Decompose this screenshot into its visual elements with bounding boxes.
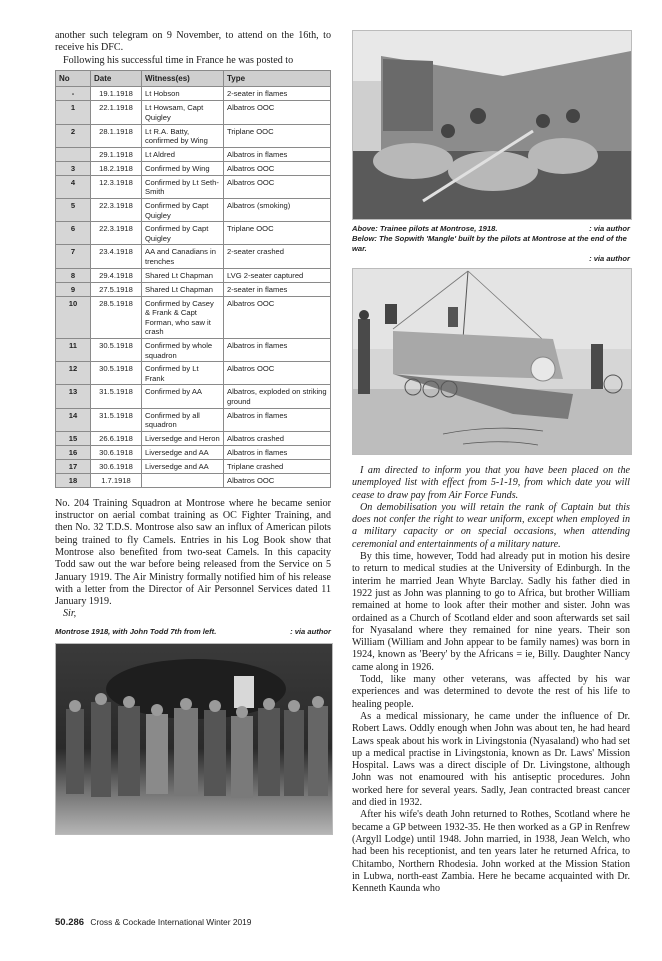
cell-no: 14: [56, 408, 91, 431]
cell-date: 30.5.1918: [91, 362, 142, 385]
table-row: [56, 431, 331, 445]
sopwith-mangle-image: [353, 269, 631, 454]
cell-date: 12.3.1918: [91, 175, 142, 198]
table-row: [56, 222, 331, 245]
body-paragraph: Todd, like many other veterans, was affected by his war experiences and was determined to devote the rest of his life to healing people.: [352, 674, 630, 710]
letter-paragraph: On demobilisation you will retain the rank of Captain but this does not confer the right to wear uniform, except when employed in a military capacity or on special occasions, when attending ceremonial and entertainments of a military nature.: [352, 501, 630, 550]
table-body: [56, 87, 331, 487]
cell-no: 15: [56, 431, 91, 445]
cell-type: Triplane crashed: [224, 459, 331, 473]
cell-no: 13: [56, 385, 91, 408]
letter-salutation: Sir,: [63, 608, 77, 620]
table-row: [56, 199, 331, 222]
cell-witness: Confirmed by all squadron: [142, 408, 224, 431]
table-row: [56, 175, 331, 198]
table-row: [56, 147, 331, 161]
photo-caption: [55, 627, 331, 637]
table-row: [56, 161, 331, 175]
cell-date: 29.4.1918: [91, 268, 142, 282]
cell-type: Albatros in flames: [224, 445, 331, 459]
cell-no: 7: [56, 245, 91, 268]
intro-paragraph: another such telegram on 9 November, to attend on the 16th, to receive his DFC.: [55, 30, 331, 54]
cell-type: 2-seater in flames: [224, 282, 331, 296]
cell-witness: Confirmed by Capt Quigley: [142, 199, 224, 222]
page-footer: [55, 917, 251, 928]
table-row: [56, 459, 331, 473]
cell-type: Triplane OOC: [224, 124, 331, 147]
cell-witness: Confirmed by Wing: [142, 161, 224, 175]
cell-date: 23.4.1918: [91, 245, 142, 268]
cell-no: 18: [56, 473, 91, 487]
cell-no: 2: [56, 124, 91, 147]
cell-no: -: [56, 87, 91, 101]
table-row: [56, 338, 331, 361]
cell-date: 28.1.1918: [91, 124, 142, 147]
table-row: [56, 124, 331, 147]
cell-no: 10: [56, 296, 91, 338]
cell-no: 8: [56, 268, 91, 282]
table-row: [56, 282, 331, 296]
table-row: [56, 473, 331, 487]
cell-type: Albatros OOC: [224, 362, 331, 385]
header-no: No: [56, 70, 91, 87]
table-header-row: [56, 70, 331, 87]
table-row: [56, 385, 331, 408]
cell-witness: Liversedge and Heron: [142, 431, 224, 445]
cell-type: 2-seater in flames: [224, 87, 331, 101]
cell-type: Albatros OOC: [224, 161, 331, 175]
cell-date: 1.7.1918: [91, 473, 142, 487]
cell-no: 6: [56, 222, 91, 245]
cell-date: 19.1.1918: [91, 87, 142, 101]
body-paragraph: By this time, however, Todd had already put in motion his desire to return to medical studies at the University of Edinburgh. In the interim he married Jean Whyte Barclay. Sadly his father died in 1922 just as John was planning to go to Africa, but brother William remained at home to look after their mother and sister. John was ordained as a Church of Scotland elder and soon afterwards set sail for Nyasaland where they remained for nine years. Their son William (William and John appear to be family names) was born in 1924, known as 'Beery' by the Africans = ie, Billy. Daughter Nancy came along in 1926.: [352, 551, 630, 673]
cell-no: 17: [56, 459, 91, 473]
cell-date: 22.3.1918: [91, 222, 142, 245]
body-paragraph: As a medical missionary, he came under the influence of Dr. Robert Laws. Oddly enough when John was about ten, he had heard Laws speak about his work in Livingstonia (Nyasaland) who had set up a medical practise in Livingstonia, known as Dr. Laws' Mission Hospital. Laws was a direct disciple of Dr. Livingstone, although John was not enamoured with his antiseptic procedures. John worked here for several years. Sadly, Jean contracted breast cancer and died in 1932.: [352, 710, 630, 809]
publication-name: Cross & Cockade International Winter 2019: [90, 917, 252, 927]
cell-date: 29.1.1918: [91, 147, 142, 161]
caption-above-text: Above: Trainee pilots at Montrose, 1918.: [352, 224, 498, 233]
cell-no: 3: [56, 161, 91, 175]
cell-witness: AA and Canadians in trenches: [142, 245, 224, 268]
cell-no: 1: [56, 101, 91, 124]
cell-witness: Liversedge and AA: [142, 445, 224, 459]
cell-date: 27.5.1918: [91, 282, 142, 296]
cell-witness: Liversedge and AA: [142, 459, 224, 473]
cell-date: 30.5.1918: [91, 338, 142, 361]
cell-type: LVG 2-seater captured: [224, 268, 331, 282]
cell-no: [56, 147, 91, 161]
cell-witness: Lt R.A. Batty, confirmed by Wing: [142, 124, 224, 147]
cell-date: 26.6.1918: [91, 431, 142, 445]
header-date: Date: [91, 70, 142, 87]
table-row: [56, 445, 331, 459]
cell-date: 31.5.1918: [91, 408, 142, 431]
victories-table: [55, 70, 331, 488]
caption-credit: : via author: [290, 626, 331, 636]
right-column: [352, 30, 630, 895]
trainee-pilots-image: [353, 31, 631, 219]
caption-below-text: Below: The Sopwith 'Mangle' built by the pilots at Montrose at the end of the war.: [352, 234, 627, 253]
cell-no: 11: [56, 338, 91, 361]
left-column: [55, 30, 331, 835]
cell-witness: Confirmed by Casey & Frank & Capt Forman, who saw it crash: [142, 296, 224, 338]
cell-type: Albatros OOC: [224, 473, 331, 487]
table-row: [56, 101, 331, 124]
cell-witness: Lt Hobson: [142, 87, 224, 101]
table-row: [56, 296, 331, 338]
header-witnesses: Witness(es): [142, 70, 224, 87]
cell-date: 31.5.1918: [91, 385, 142, 408]
group-photo: [55, 643, 333, 835]
table-row: [56, 362, 331, 385]
cell-date: 22.1.1918: [91, 101, 142, 124]
cell-no: 4: [56, 175, 91, 198]
cell-witness: [142, 473, 224, 487]
cell-witness: Confirmed by AA: [142, 385, 224, 408]
table-row: [56, 87, 331, 101]
cell-type: Albatros crashed: [224, 431, 331, 445]
cell-date: 30.6.1918: [91, 459, 142, 473]
cell-type: Albatros OOC: [224, 175, 331, 198]
cell-no: 5: [56, 199, 91, 222]
header-type: Type: [224, 70, 331, 87]
intro-paragraph: Following his successful time in France he was posted to: [63, 54, 294, 66]
caption-below-credit: : via author: [589, 254, 630, 263]
cell-date: 18.2.1918: [91, 161, 142, 175]
cell-witness: Confirmed by Lt Frank: [142, 362, 224, 385]
group-photo-image: [56, 644, 332, 834]
letter-paragraph: I am directed to inform you that you have been placed on the unemployed list with effect from 5-1-19, from which date you will cease to draw pay from Air Force Funds.: [352, 465, 630, 501]
caption-above-credit: : via author: [589, 224, 630, 233]
table-row: [56, 268, 331, 282]
cell-type: Albatros in flames: [224, 338, 331, 361]
cell-type: 2-seater crashed: [224, 245, 331, 268]
cell-type: Albatros OOC: [224, 296, 331, 338]
body-paragraph: No. 204 Training Squadron at Montrose where he became senior instructor on aerial combat training as OC Fighter Training, and then No. 32 T.D.S. Montrose also saw an influx of American pilots being trained to fly Camels. Entries in his Log Book show that Montrose also benefited from two-seat Camels. In this capacity Todd saw out the war before being released from the Service on 5 January 1919. The Air Ministry formally notified him of his release with a letter from the Director of Air Personnel Services dated 11 January 1919.: [55, 497, 331, 608]
cell-date: 28.5.1918: [91, 296, 142, 338]
table-row: [56, 408, 331, 431]
cell-type: Triplane OOC: [224, 222, 331, 245]
cell-no: 16: [56, 445, 91, 459]
table-row: [56, 245, 331, 268]
photo-captions: [352, 224, 630, 264]
cell-witness: Shared Lt Chapman: [142, 268, 224, 282]
cell-type: Albatros OOC: [224, 101, 331, 124]
cell-type: Albatros in flames: [224, 147, 331, 161]
cell-witness: Confirmed by whole squadron: [142, 338, 224, 361]
cell-witness: Confirmed by Capt Quigley: [142, 222, 224, 245]
sopwith-mangle-photo: [352, 268, 632, 455]
cell-date: 30.6.1918: [91, 445, 142, 459]
body-paragraph: After his wife's death John returned to Rothes, Scotland where he became a GP between 1932-35. He then worked as a GP in Renfrew (Argyll Lodge) until 1948. John married, in 1938, Jean Welch, who had been his receptionist, and ten years later he returned Africa, to Chitambo, Northern Rhodesia. John worked at the Mission Station in Lubwa, north-east Zambia. Here he became acquainted with Dr. Kenneth Kaunda who: [352, 809, 630, 895]
cell-witness: Confirmed by Lt Seth-Smith: [142, 175, 224, 198]
cell-no: 12: [56, 362, 91, 385]
page-number: 50.286: [55, 917, 85, 928]
cell-witness: Lt Aldred: [142, 147, 224, 161]
letter-quote: [352, 465, 630, 551]
caption-text: Montrose 1918, with John Todd 7th from left.: [55, 626, 217, 636]
cell-witness: Shared Lt Chapman: [142, 282, 224, 296]
cell-witness: Lt Howsam, Capt Quigley: [142, 101, 224, 124]
cell-date: 22.3.1918: [91, 199, 142, 222]
trainee-pilots-photo: [352, 30, 632, 220]
cell-type: Albatros (smoking): [224, 199, 331, 222]
cell-type: Albatros, exploded on striking ground: [224, 385, 331, 408]
cell-type: Albatros in flames: [224, 408, 331, 431]
cell-no: 9: [56, 282, 91, 296]
